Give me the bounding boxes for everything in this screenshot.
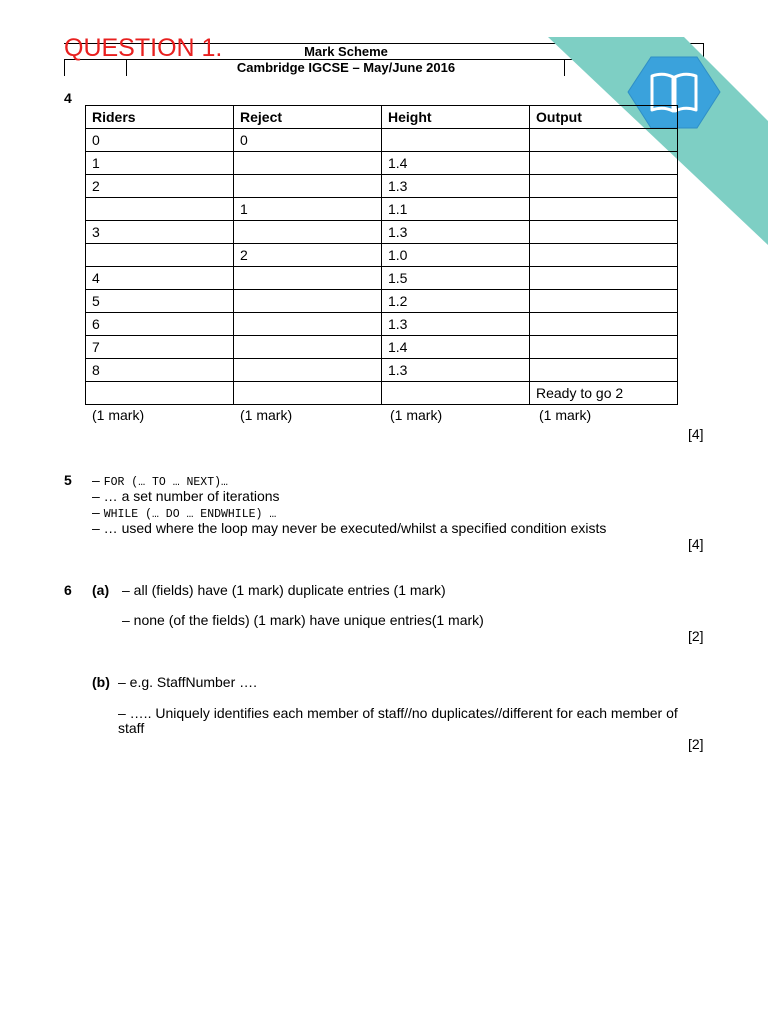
cell-output [530,198,678,221]
cell-output [530,244,678,267]
q5-line-1-dash: – [92,472,100,488]
cell-reject [234,336,382,359]
cell-reject [234,267,382,290]
q5-for-code: FOR (… TO … NEXT)… [103,476,228,489]
cell-riders: 7 [86,336,234,359]
q4-total: [4] [688,426,704,442]
cell-reject: 2 [234,244,382,267]
q6-b-line-2: – ….. Uniquely identifies each member of staff//no duplicates//different for each member of [118,705,678,721]
cell-riders: 1 [86,152,234,175]
cell-riders [86,198,234,221]
cell-riders: 2 [86,175,234,198]
cell-output [530,129,678,152]
cell-reject: 0 [234,129,382,152]
table-row [86,221,678,244]
cell-height: 1.3 [382,221,530,244]
cell-reject [234,382,382,405]
mark-riders: (1 mark) [92,407,145,423]
cell-reject: 1 [234,198,382,221]
cell-output [530,267,678,290]
cell-output: Ready to go 2 [530,382,678,405]
trace-table-body [86,129,678,405]
cell-height [382,382,530,405]
cell-height: 1.3 [382,359,530,382]
table-row [86,129,678,152]
trace-table-header [86,106,678,129]
cell-output [530,221,678,244]
cell-riders: 6 [86,313,234,336]
q6-part-b-label: (b) [92,674,110,690]
q6-b-line-3: staff [118,720,145,736]
mark-reject: (1 mark) [240,407,293,423]
cell-height [382,129,530,152]
question-number-4: 4 [64,90,72,106]
cell-height: 1.0 [382,244,530,267]
mark-output: (1 mark) [539,407,592,423]
q6-a-line-2: – none (of the fields) (1 mark) have unique entries(1 mark) [122,612,484,628]
exam-title: Cambridge IGCSE – May/June 2016 [236,60,456,75]
header-height: Height [382,106,530,129]
cell-height: 1.3 [382,175,530,198]
cell-reject [234,152,382,175]
cell-reject [234,221,382,244]
table-row [86,198,678,221]
cell-riders: 5 [86,290,234,313]
q6-a-line-1: – all (fields) have (1 mark) duplicate entries (1 mark) [122,582,446,598]
table-row [86,290,678,313]
q5-while-code: WHILE (… DO … ENDWHILE) … [103,508,277,521]
table-row [86,152,678,175]
question-title: QUESTION 1. [64,34,223,62]
table-row [86,244,678,267]
cell-riders: 3 [86,221,234,244]
table-row [86,359,678,382]
q6-b-line-1: – e.g. StaffNumber …. [118,674,258,690]
cell-height: 1.4 [382,152,530,175]
q5-line-3 [92,504,276,521]
q5-line-1 [92,472,228,489]
cell-output [530,336,678,359]
cell-riders [86,244,234,267]
header-riders: Riders [86,106,234,129]
question-number-6: 6 [64,582,72,598]
cell-output [530,359,678,382]
question-number-5: 5 [64,472,72,488]
trace-table [85,105,678,405]
table-row [86,175,678,198]
header-reject: Reject [234,106,382,129]
cell-riders: 0 [86,129,234,152]
cell-output [530,152,678,175]
cell-height: 1.5 [382,267,530,290]
q5-line-2: – … a set number of iterations [92,488,280,504]
cell-reject [234,290,382,313]
table-row [86,313,678,336]
cell-reject [234,313,382,336]
q6-b-total: [2] [688,736,704,752]
q6-part-a-label: (a) [92,582,110,598]
cell-output [530,290,678,313]
q6-a-total: [2] [688,628,704,644]
scheme-title: Mark Scheme [304,44,388,59]
cell-riders [86,382,234,405]
table-row [86,267,678,290]
cell-height: 1.1 [382,198,530,221]
cell-riders: 4 [86,267,234,290]
cell-height: 1.3 [382,313,530,336]
table-row [86,382,678,405]
cell-reject [234,175,382,198]
mark-height: (1 mark) [390,407,443,423]
cell-height: 1.2 [382,290,530,313]
header-output: Output [530,106,678,129]
cell-height: 1.4 [382,336,530,359]
cell-output [530,175,678,198]
table-row [86,336,678,359]
cell-output [530,313,678,336]
q5-line-4: – … used where the loop may never be executed/whilst a specified condition exists [92,520,607,536]
cell-reject [234,359,382,382]
cell-riders: 8 [86,359,234,382]
q5-line-3-dash: – [92,504,100,520]
q5-total: [4] [688,536,704,552]
